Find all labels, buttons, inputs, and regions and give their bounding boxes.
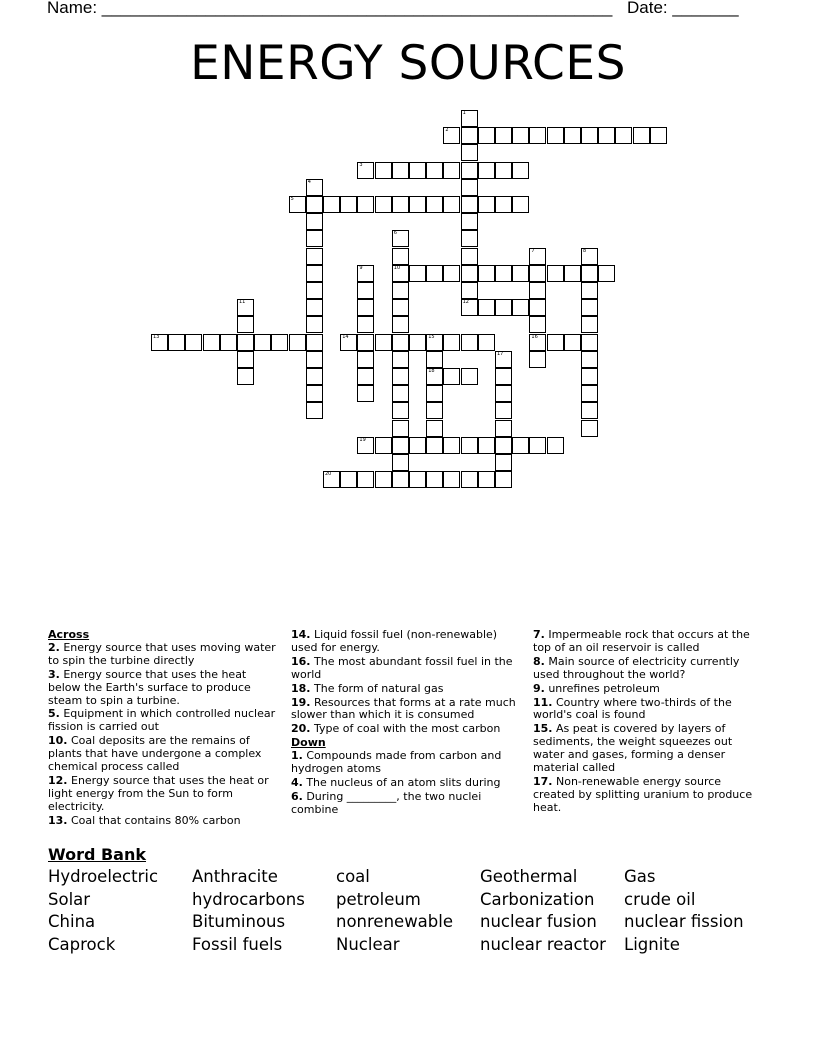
crossword-cell[interactable]: [461, 299, 478, 316]
crossword-cell[interactable]: [426, 162, 443, 179]
crossword-cell[interactable]: [306, 196, 323, 213]
crossword-cell[interactable]: [237, 299, 254, 316]
crossword-cell[interactable]: [461, 334, 478, 351]
crossword-cell[interactable]: [306, 265, 323, 282]
crossword-cell[interactable]: [185, 334, 202, 351]
crossword-cell[interactable]: [581, 265, 598, 282]
crossword-cell[interactable]: [581, 282, 598, 299]
crossword-cell[interactable]: [495, 127, 512, 144]
word-bank-item: coal: [336, 867, 370, 886]
crossword-cell[interactable]: [512, 265, 529, 282]
crossword-cell[interactable]: [581, 334, 598, 351]
crossword-cell[interactable]: [478, 299, 495, 316]
clue-number: 4.: [291, 775, 303, 789]
crossword-cell[interactable]: [512, 127, 529, 144]
crossword-cell[interactable]: [392, 454, 409, 471]
clue-number: 12.: [48, 773, 68, 787]
crossword-cell[interactable]: [289, 196, 306, 213]
clues-column-1: [48, 629, 278, 829]
clue-text: During _________, the two nuclei combine: [291, 789, 482, 816]
crossword-cell[interactable]: [392, 162, 409, 179]
crossword-cell[interactable]: [529, 299, 546, 316]
crossword-cell[interactable]: [426, 471, 443, 488]
crossword-cell[interactable]: [461, 213, 478, 230]
name-field[interactable]: Name: ______________________________________________________: [47, 0, 613, 17]
down-clue: [533, 723, 765, 775]
down-clue: [291, 791, 523, 817]
clue-number: 15.: [533, 722, 553, 736]
crossword-cell[interactable]: [306, 334, 323, 351]
across-clue: [48, 669, 278, 708]
word-bank-item: Gas: [624, 867, 656, 886]
clue-text: Coal deposits are the remains of plants that have undergone a complex chemical process called: [48, 734, 262, 774]
crossword-cell[interactable]: [271, 334, 288, 351]
crossword-cell[interactable]: [633, 127, 650, 144]
crossword-cell[interactable]: [375, 437, 392, 454]
crossword-cell[interactable]: [529, 316, 546, 333]
crossword-cell[interactable]: [478, 437, 495, 454]
crossword-cell[interactable]: [478, 471, 495, 488]
crossword-cell[interactable]: [547, 437, 564, 454]
word-bank-item: nuclear fission: [624, 912, 744, 931]
crossword-cell[interactable]: [289, 334, 306, 351]
crossword-cell[interactable]: [581, 402, 598, 419]
crossword-cell[interactable]: [443, 334, 460, 351]
crossword-cell[interactable]: [495, 265, 512, 282]
crossword-cell[interactable]: [443, 265, 460, 282]
crossword-cell[interactable]: [478, 127, 495, 144]
clue-number: 18: [428, 368, 435, 374]
crossword-cell[interactable]: [426, 196, 443, 213]
crossword-cell[interactable]: [357, 299, 374, 316]
clue-text: Non-renewable energy source created by splitting uranium to produce heat.: [533, 774, 753, 814]
clue-text: Type of coal with the most carbon: [310, 722, 501, 736]
clue-text: Main source of electricity currently used throughout the world?: [533, 654, 740, 681]
crossword-cell[interactable]: [615, 127, 632, 144]
clue-text: Liquid fossil fuel (non-renewable) used for energy.: [291, 628, 498, 654]
down-clue: [533, 697, 765, 723]
crossword-cell[interactable]: [564, 127, 581, 144]
crossword-cell[interactable]: [392, 265, 409, 282]
crossword-cell[interactable]: [581, 127, 598, 144]
across-clue-list: [48, 642, 278, 828]
word-bank-item: Geothermal: [480, 867, 578, 886]
crossword-cell[interactable]: [357, 334, 374, 351]
clue-number: 6.: [291, 789, 303, 803]
crossword-cell[interactable]: [220, 334, 237, 351]
down-clue: [533, 776, 765, 815]
crossword-cell[interactable]: [306, 368, 323, 385]
word-bank-item: Lignite: [624, 935, 680, 954]
crossword-cell[interactable]: [581, 351, 598, 368]
crossword-cell[interactable]: [392, 334, 409, 351]
word-bank-item: Fossil fuels: [192, 935, 283, 954]
crossword-cell[interactable]: [409, 265, 426, 282]
clue-text: Compounds made from carbon and hydrogen atoms: [291, 749, 502, 776]
crossword-cell[interactable]: [237, 351, 254, 368]
clue-number: 20.: [291, 722, 311, 736]
down-clue-list-continued: [533, 629, 765, 815]
clues-column-3: [533, 629, 765, 816]
crossword-cell[interactable]: [461, 196, 478, 213]
crossword-cell[interactable]: [306, 230, 323, 247]
word-bank-title: Word Bank: [48, 845, 147, 864]
clue-text: Resources that forms at a rate much slower than which it is consumed: [291, 695, 516, 722]
crossword-cell[interactable]: [443, 437, 460, 454]
clue-text: Coal that contains 80% carbon: [67, 813, 241, 827]
across-clue-list-continued: [291, 629, 523, 736]
crossword-cell[interactable]: [306, 248, 323, 265]
crossword-cell[interactable]: [306, 299, 323, 316]
across-clue: [48, 708, 278, 734]
crossword-cell[interactable]: [495, 196, 512, 213]
crossword-cell[interactable]: [168, 334, 185, 351]
clue-number: 2.: [48, 640, 60, 654]
across-clue: [291, 683, 523, 696]
down-heading: Down: [291, 736, 326, 750]
crossword-cell[interactable]: [357, 351, 374, 368]
crossword-grid: [0, 0, 816, 500]
crossword-cell[interactable]: [392, 402, 409, 419]
crossword-cell[interactable]: [306, 316, 323, 333]
word-bank-item: nuclear reactor: [480, 935, 606, 954]
crossword-cell[interactable]: [237, 334, 254, 351]
down-clue-list: [291, 750, 523, 817]
across-clue: [48, 775, 278, 814]
crossword-cell[interactable]: [581, 420, 598, 437]
crossword-cell[interactable]: [392, 420, 409, 437]
crossword-cell[interactable]: [461, 282, 478, 299]
crossword-cell[interactable]: [478, 265, 495, 282]
clue-number: 11.: [533, 695, 553, 709]
word-bank-item: Nuclear: [336, 935, 400, 954]
clue-number: 12: [462, 299, 469, 306]
crossword-cell[interactable]: [512, 196, 529, 213]
crossword-cell[interactable]: [478, 196, 495, 213]
word-bank-item: Hydroelectric: [48, 867, 159, 886]
crossword-cell[interactable]: [598, 127, 615, 144]
clue-number: 15: [428, 333, 435, 340]
crossword-cell[interactable]: [512, 299, 529, 316]
crossword-cell[interactable]: [461, 437, 478, 454]
clue-number: 16: [531, 333, 538, 340]
crossword-cell[interactable]: [426, 420, 443, 437]
clue-text: Energy source that uses the heat below the Earth's surface to produce steam to spin a turbine.: [48, 667, 251, 707]
crossword-cell[interactable]: [357, 368, 374, 385]
crossword-cell[interactable]: [564, 334, 581, 351]
crossword-cell[interactable]: [357, 162, 374, 179]
crossword-cell[interactable]: [512, 437, 529, 454]
word-bank-item: Caprock: [48, 935, 116, 954]
crossword-cell[interactable]: [409, 162, 426, 179]
crossword-cell[interactable]: [426, 385, 443, 402]
clue-number: 7: [531, 247, 535, 254]
crossword-cell[interactable]: [495, 454, 512, 471]
crossword-cell[interactable]: [564, 265, 581, 282]
crossword-cell[interactable]: [529, 437, 546, 454]
clue-number: 19.: [291, 695, 311, 709]
clue-number: 5: [290, 196, 294, 202]
crossword-cell[interactable]: [340, 471, 357, 488]
clue-number: 9: [359, 264, 363, 271]
crossword-cell[interactable]: [357, 196, 374, 213]
word-bank-item: nuclear fusion: [480, 912, 597, 931]
crossword-cell[interactable]: [357, 316, 374, 333]
down-clue: [533, 629, 765, 655]
crossword-cell[interactable]: [323, 471, 340, 488]
crossword-cell[interactable]: [203, 334, 220, 351]
crossword-cell[interactable]: [357, 282, 374, 299]
clue-number: 14.: [291, 628, 311, 641]
page-title: ENERGY SOURCES: [190, 36, 626, 91]
crossword-cell[interactable]: [426, 334, 443, 351]
clue-text: Energy source that uses the heat or light energy from the Sun to form electricity.: [48, 773, 269, 813]
crossword-cell[interactable]: [461, 179, 478, 196]
crossword-cell[interactable]: [529, 248, 546, 265]
crossword-cell[interactable]: [306, 282, 323, 299]
clue-number: 10: [393, 264, 401, 271]
crossword-cell[interactable]: [650, 127, 667, 144]
crossword-cell[interactable]: [357, 471, 374, 488]
crossword-cell[interactable]: [529, 334, 546, 351]
across-clue: [291, 697, 523, 723]
word-bank-item: Anthracite: [192, 867, 278, 886]
crossword-cell[interactable]: [547, 334, 564, 351]
crossword-cell[interactable]: [340, 196, 357, 213]
crossword-cell[interactable]: [426, 368, 443, 385]
crossword-cell[interactable]: [392, 196, 409, 213]
crossword-cell[interactable]: [151, 334, 168, 351]
clue-number: 4: [307, 178, 311, 185]
across-clue: [291, 723, 523, 736]
crossword-cell[interactable]: [529, 282, 546, 299]
clue-text: unrefines petroleum: [544, 681, 660, 695]
crossword-cell[interactable]: [392, 299, 409, 316]
crossword-cell[interactable]: [357, 437, 374, 454]
clue-number: 9.: [533, 681, 545, 695]
crossword-cell[interactable]: [306, 351, 323, 368]
clue-number: 6: [393, 230, 397, 237]
across-clue: [48, 815, 278, 828]
crossword-cell[interactable]: [478, 334, 495, 351]
crossword-cell[interactable]: [581, 368, 598, 385]
crossword-cell[interactable]: [495, 368, 512, 385]
crossword-cell[interactable]: [392, 248, 409, 265]
clue-number: 5.: [48, 707, 60, 721]
clue-number: 10.: [48, 734, 68, 748]
word-bank-item: nonrenewable: [336, 912, 454, 931]
crossword-cell[interactable]: [495, 402, 512, 419]
clue-number: 7.: [533, 628, 545, 641]
crossword-cell[interactable]: [375, 471, 392, 488]
clue-number: 19: [359, 436, 366, 443]
clue-text: The form of natural gas: [310, 681, 444, 695]
crossword-cell[interactable]: [529, 265, 546, 282]
crossword-cell[interactable]: [443, 471, 460, 488]
crossword-cell[interactable]: [495, 471, 512, 488]
down-clue: [291, 750, 523, 776]
word-bank-item: Carbonization: [480, 890, 595, 909]
clue-number: 8: [583, 247, 587, 254]
crossword-cell[interactable]: [409, 437, 426, 454]
across-clue: [48, 642, 278, 668]
crossword-cell[interactable]: [461, 127, 478, 144]
crossword-cell[interactable]: [529, 127, 546, 144]
down-clue: [291, 777, 523, 790]
crossword-cell[interactable]: [306, 402, 323, 419]
crossword-cell[interactable]: [237, 316, 254, 333]
date-field[interactable]: Date: _______: [627, 0, 739, 17]
clue-number: 1: [462, 110, 466, 116]
crossword-cell[interactable]: [375, 196, 392, 213]
crossword-cell[interactable]: [392, 351, 409, 368]
clue-number: 3.: [48, 667, 60, 681]
clue-number: 17: [497, 350, 504, 357]
clue-number: 13.: [48, 813, 68, 827]
word-bank-item: hydrocarbons: [192, 890, 305, 909]
crossword-cell[interactable]: [306, 385, 323, 402]
crossword-cell[interactable]: [392, 282, 409, 299]
crossword-cell[interactable]: [426, 351, 443, 368]
clue-number: 20: [325, 471, 332, 478]
crossword-cell[interactable]: [461, 144, 478, 161]
crossword-cell[interactable]: [581, 299, 598, 316]
crossword-cell[interactable]: [495, 351, 512, 368]
clue-number: 17.: [533, 774, 553, 788]
crossword-cell[interactable]: [443, 368, 460, 385]
clue-text: As peat is covered by layers of sediments, the weight squeezes out water and gases, forming a denser material called: [533, 722, 733, 775]
crossword-cell[interactable]: [461, 265, 478, 282]
clue-number: 8.: [533, 654, 545, 668]
crossword-cell[interactable]: [581, 316, 598, 333]
crossword-cell[interactable]: [237, 368, 254, 385]
clues-column-2: [291, 629, 523, 818]
across-heading: Across: [48, 628, 90, 641]
crossword-cell[interactable]: [461, 162, 478, 179]
clue-number: 14: [342, 333, 349, 340]
crossword-cell[interactable]: [357, 385, 374, 402]
word-bank-item: Solar: [48, 890, 91, 909]
crossword-cell[interactable]: [461, 110, 478, 127]
clue-text: Energy source that uses moving water to spin the turbine directly: [48, 640, 276, 667]
crossword-cell[interactable]: [461, 471, 478, 488]
crossword-cell[interactable]: [392, 471, 409, 488]
across-clue: [48, 735, 278, 774]
crossword-cell[interactable]: [512, 162, 529, 179]
crossword-cell[interactable]: [426, 402, 443, 419]
crossword-cell[interactable]: [495, 299, 512, 316]
word-bank-item: petroleum: [336, 890, 421, 909]
clue-number: 2: [445, 127, 449, 134]
crossword-cell[interactable]: [495, 437, 512, 454]
crossword-cell[interactable]: [254, 334, 271, 351]
crossword-cell[interactable]: [581, 248, 598, 265]
crossword-cell[interactable]: [340, 334, 357, 351]
clue-text: Country where two-thirds of the world's coal is found: [533, 695, 732, 722]
crossword-cell[interactable]: [392, 437, 409, 454]
crossword-cell[interactable]: [409, 471, 426, 488]
crossword-cell[interactable]: [392, 316, 409, 333]
down-clue: [533, 656, 765, 682]
clue-text: The nucleus of an atom slits during: [302, 775, 501, 789]
crossword-cell[interactable]: [357, 265, 374, 282]
clue-number: 18.: [291, 681, 311, 695]
crossword-cell[interactable]: [547, 265, 564, 282]
crossword-cell[interactable]: [323, 196, 340, 213]
clue-number: 16.: [291, 654, 311, 668]
clue-text: The most abundant fossil fuel in the world: [291, 654, 513, 681]
across-clue: [291, 656, 523, 682]
crossword-cell[interactable]: [409, 196, 426, 213]
crossword-cell[interactable]: [495, 385, 512, 402]
clue-number: 1.: [291, 749, 303, 763]
clue-text: Impermeable rock that occurs at the top of an oil reservoir is called: [533, 628, 750, 654]
clue-number: 3: [359, 161, 363, 168]
crossword-cell[interactable]: [461, 248, 478, 265]
crossword-cell[interactable]: [478, 162, 495, 179]
across-clue: [291, 629, 523, 655]
crossword-cell[interactable]: [306, 213, 323, 230]
crossword-cell[interactable]: [426, 437, 443, 454]
crossword-cell[interactable]: [443, 162, 460, 179]
down-clue: [533, 683, 765, 696]
crossword-cell[interactable]: [409, 334, 426, 351]
crossword-cell[interactable]: [461, 230, 478, 247]
word-bank-item: crude oil: [624, 890, 696, 909]
crossword-cell[interactable]: [392, 385, 409, 402]
crossword-cell[interactable]: [443, 196, 460, 213]
crossword-cell[interactable]: [581, 385, 598, 402]
crossword-cell[interactable]: [426, 265, 443, 282]
crossword-cell[interactable]: [598, 265, 615, 282]
crossword-cell[interactable]: [495, 162, 512, 179]
clue-number: 11: [239, 299, 246, 306]
crossword-cell[interactable]: [443, 127, 460, 144]
crossword-cell[interactable]: [529, 351, 546, 368]
crossword-cell[interactable]: [306, 179, 323, 196]
clue-number: 13: [153, 333, 160, 340]
word-bank-item: China: [48, 912, 96, 931]
crossword-cell[interactable]: [375, 162, 392, 179]
crossword-cell[interactable]: [392, 230, 409, 247]
crossword-cell[interactable]: [392, 368, 409, 385]
crossword-cell[interactable]: [495, 420, 512, 437]
clue-text: Equipment in which controlled nuclear fission is carried out: [48, 707, 276, 734]
crossword-cell[interactable]: [375, 334, 392, 351]
crossword-cell[interactable]: [461, 368, 478, 385]
word-bank-item: Bituminous: [192, 912, 286, 931]
crossword-cell[interactable]: [547, 127, 564, 144]
